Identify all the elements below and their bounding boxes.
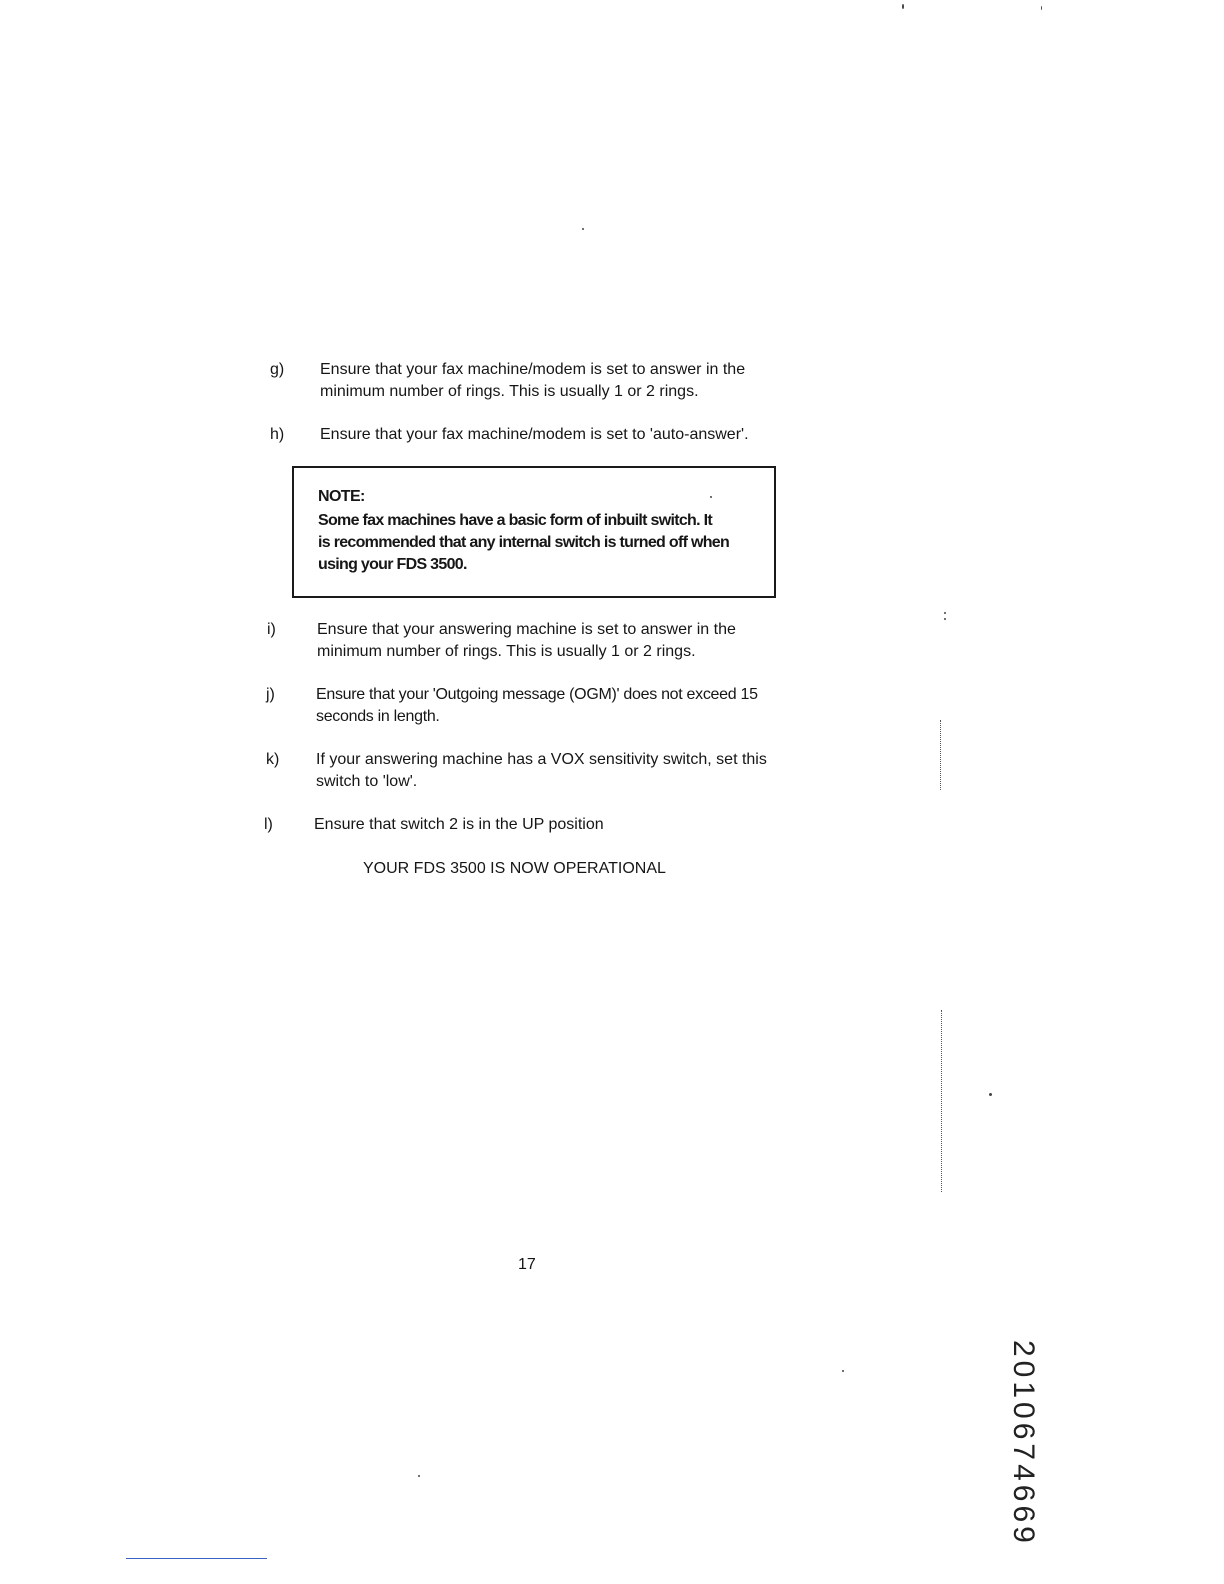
item-marker: k) bbox=[266, 751, 280, 768]
scan-speck bbox=[582, 228, 584, 230]
operational-statement: YOUR FDS 3500 IS NOW OPERATIONAL bbox=[363, 860, 666, 877]
scan-speck bbox=[710, 496, 712, 498]
item-text bbox=[320, 359, 745, 403]
item-text bbox=[317, 619, 736, 663]
note-line: is recommended that any internal switch is turned off when bbox=[318, 534, 730, 551]
item-marker: j) bbox=[266, 686, 275, 703]
item-marker: l) bbox=[264, 816, 273, 833]
item-line: Ensure that your fax machine/modem is set to 'auto-answer'. bbox=[320, 426, 749, 443]
scan-speck bbox=[842, 1370, 844, 1372]
item-text bbox=[314, 814, 604, 836]
item-line: Ensure that your fax machine/modem is set to answer in the bbox=[320, 361, 746, 378]
page-number: 17 bbox=[518, 1256, 536, 1273]
item-line: Ensure that switch 2 is in the UP position bbox=[314, 816, 604, 833]
item-line: seconds in length. bbox=[316, 708, 440, 725]
scan-speck bbox=[1041, 6, 1042, 10]
item-text bbox=[316, 749, 767, 793]
scan-dotted-line bbox=[940, 720, 941, 790]
item-line: minimum number of rings. This is usually 1 or 2 rings. bbox=[320, 383, 699, 400]
note-box bbox=[292, 466, 776, 598]
item-line: switch to 'low'. bbox=[316, 773, 418, 790]
item-line: Ensure that your 'Outgoing message (OGM)' does not exceed 15 bbox=[316, 686, 758, 703]
item-line: minimum number of rings. This is usually 1 or 2 rings. bbox=[317, 643, 696, 660]
item-marker: g) bbox=[270, 361, 285, 378]
item-text bbox=[316, 684, 758, 728]
scan-speck bbox=[944, 612, 946, 614]
note-body bbox=[318, 510, 729, 576]
scan-speck bbox=[944, 618, 946, 620]
note-line: using your FDS 3500. bbox=[318, 556, 467, 573]
note-line: Some fax machines have a basic form of inbuilt switch. It bbox=[318, 512, 712, 529]
item-line: If your answering machine has a VOX sensitivity switch, set this bbox=[316, 751, 767, 768]
item-text bbox=[320, 424, 749, 446]
scan-speck bbox=[902, 4, 904, 9]
bottom-divider bbox=[126, 1558, 267, 1559]
item-line: Ensure that your answering machine is set to answer in the bbox=[317, 621, 736, 638]
scan-dotted-line bbox=[941, 1010, 942, 1192]
note-title: NOTE: bbox=[318, 488, 365, 505]
scan-speck bbox=[418, 1475, 420, 1477]
item-marker: h) bbox=[270, 426, 285, 443]
item-marker: i) bbox=[267, 621, 276, 638]
scan-speck bbox=[989, 1093, 992, 1096]
document-id: 2010674669 bbox=[1007, 1340, 1040, 1547]
